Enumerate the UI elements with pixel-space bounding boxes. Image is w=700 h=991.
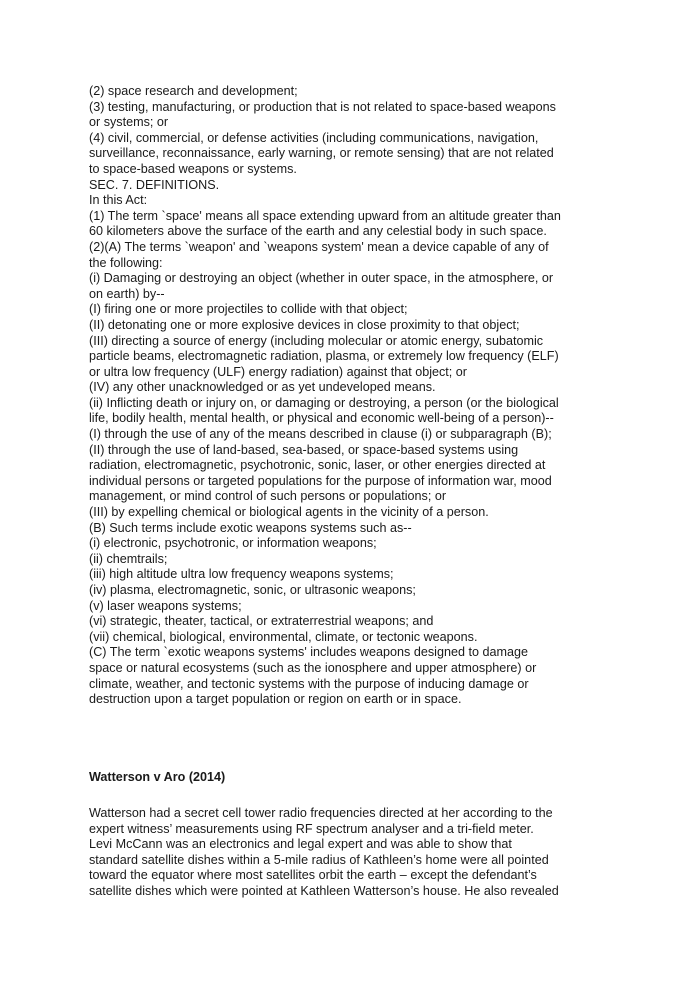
- text-line: (2) space research and development;: [89, 84, 298, 98]
- text-line: particle beams, electromagnetic radiation, plasma, or extremely low frequency (ELF): [89, 349, 559, 364]
- text-line: 60 kilometers above the surface of the earth and any celestial body in such space.: [89, 224, 547, 239]
- case-text-line: expert witness’ measurements using RF spectrum analyser and a tri-field meter.: [89, 821, 534, 836]
- text-line: surveillance, reconnaissance, early warning, or remote sensing) that are not related: [89, 146, 554, 161]
- case-text-line: Watterson had a secret cell tower radio frequencies directed at her according to the: [89, 806, 553, 820]
- text-line: radiation, electromagnetic, psychotronic, sonic, laser, or other energies directed at: [89, 458, 546, 473]
- case-heading: Watterson v Aro (2014): [89, 770, 226, 784]
- case-text-line: satellite dishes which were pointed at Kathleen Watterson’s house. He also revealed: [89, 883, 559, 898]
- text-line: (II) detonating one or more explosive devices in close proximity to that object;: [89, 317, 520, 332]
- text-line: In this Act:: [89, 193, 148, 208]
- text-line: (vii) chemical, biological, environmental, climate, or tectonic weapons.: [89, 629, 478, 644]
- text-line: (I) through the use of any of the means described in clause (i) or subparagraph (B);: [89, 427, 552, 442]
- text-line: (III) by expelling chemical or biological agents in the vicinity of a person.: [89, 505, 489, 520]
- text-line: or ultra low frequency (ULF) energy radiation) against that object; or: [89, 364, 467, 379]
- case-text-line: standard satellite dishes within a 5-mile radius of Kathleen’s home were all pointed: [89, 852, 549, 867]
- text-line: (I) firing one or more projectiles to collide with that object;: [89, 302, 408, 317]
- text-line: (1) The term `space' means all space extending upward from an altitude greater than: [89, 208, 561, 223]
- text-line: (II) through the use of land-based, sea-based, or space-based systems using: [89, 442, 519, 457]
- text-line: (i) Damaging or destroying an object (whether in outer space, in the atmosphere, or: [89, 271, 554, 286]
- text-line: (3) testing, manufacturing, or production that is not related to space-based weapons: [89, 99, 556, 114]
- text-line: life, bodily health, mental health, or physical and economic well-being of a person)--: [89, 411, 554, 426]
- text-line: individual persons or targeted populations for the purpose of information war, mood: [89, 473, 552, 488]
- text-line: (ii) chemtrails;: [89, 551, 168, 566]
- legislation-text: [89, 84, 629, 708]
- text-line: (i) electronic, psychotronic, or information weapons;: [89, 536, 377, 551]
- text-line: climate, weather, and tectonic systems with the purpose of inducing damage or: [89, 676, 529, 691]
- text-line: or systems; or: [89, 115, 169, 130]
- text-line: (IV) any other unacknowledged or as yet undeveloped means.: [89, 380, 436, 395]
- text-line: (B) Such terms include exotic weapons systems such as--: [89, 520, 412, 535]
- text-line: SEC. 7. DEFINITIONS.: [89, 177, 220, 192]
- case-text-line: toward the equator where most satellites orbit the earth – except the defendant’s: [89, 868, 537, 883]
- text-line: (2)(A) The terms `weapon' and `weapons system' mean a device capable of any of: [89, 239, 549, 254]
- text-line: (vi) strategic, theater, tactical, or extraterrestrial weapons; and: [89, 614, 434, 629]
- case-text: [89, 806, 629, 900]
- text-line: (iii) high altitude ultra low frequency weapons systems;: [89, 567, 394, 582]
- text-line: (4) civil, commercial, or defense activities (including communications, navigation,: [89, 130, 539, 145]
- text-line: (ii) Inflicting death or injury on, or damaging or destroying, a person (or the biological: [89, 395, 559, 410]
- text-line: the following:: [89, 255, 163, 270]
- text-line: (C) The term `exotic weapons systems' includes weapons designed to damage: [89, 645, 528, 660]
- text-line: on earth) by--: [89, 286, 165, 301]
- text-line: (v) laser weapons systems;: [89, 598, 242, 613]
- text-line: space or natural ecosystems (such as the ionosphere and upper atmosphere) or: [89, 660, 537, 675]
- text-line: management, or mind control of such persons or populations; or: [89, 489, 447, 504]
- text-line: (iv) plasma, electromagnetic, sonic, or ultrasonic weapons;: [89, 583, 416, 597]
- text-line: (III) directing a source of energy (including molecular or atomic energy, subatomic: [89, 333, 544, 348]
- text-line: to space-based weapons or systems.: [89, 161, 297, 176]
- case-text-line: Levi McCann was an electronics and legal expert and was able to show that: [89, 837, 512, 852]
- text-line: destruction upon a target population or region on earth or in space.: [89, 692, 462, 707]
